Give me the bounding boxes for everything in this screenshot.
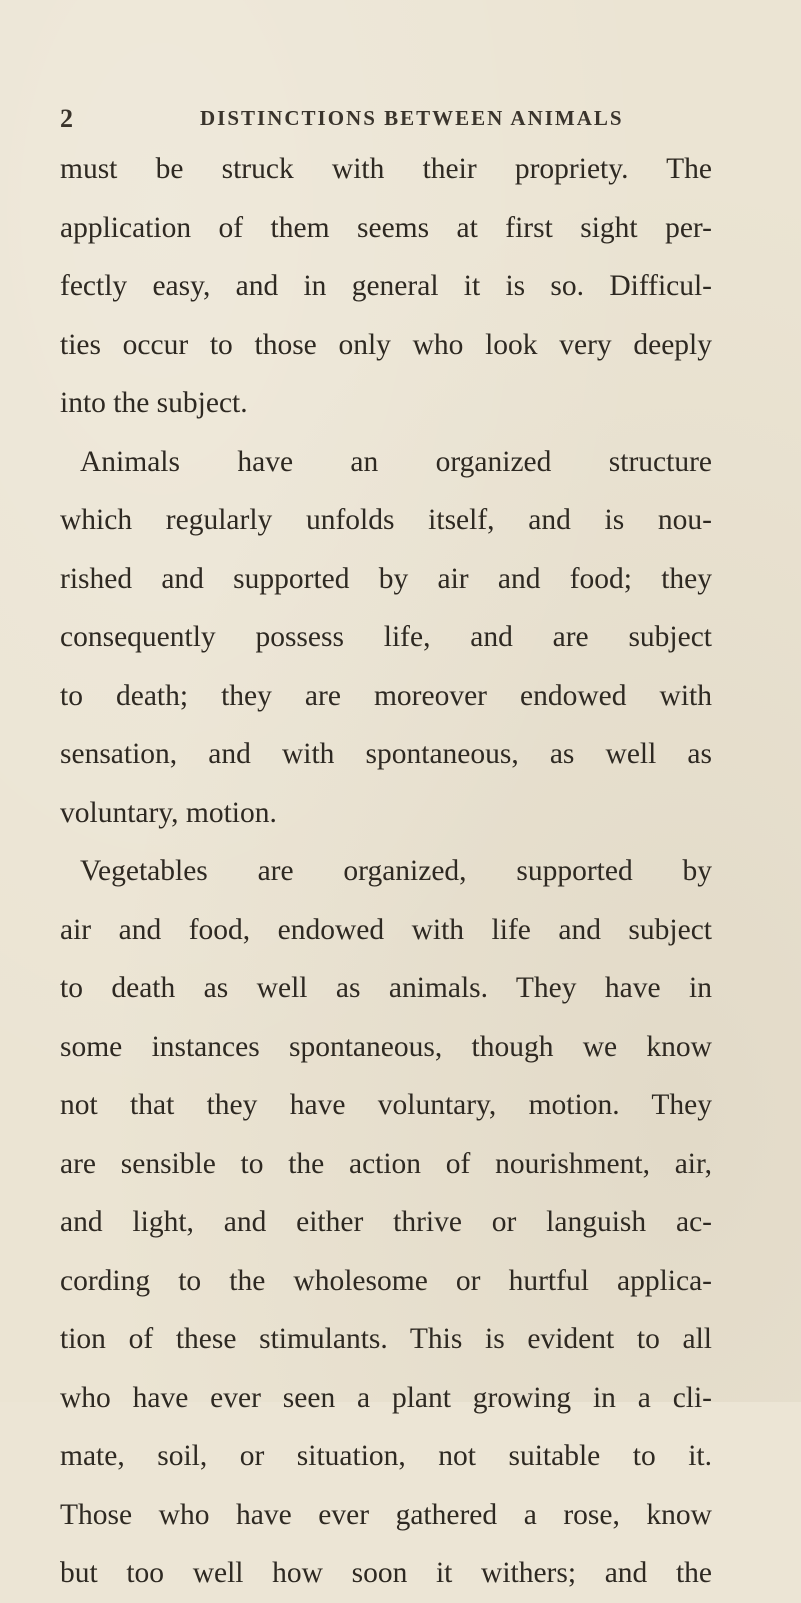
text-line: which regularly unfolds itself, and is nou- (60, 504, 712, 536)
text-line: tion of these stimulants. This is evident to all (60, 1323, 712, 1355)
text-line: cording to the wholesome or hurtful applica- (60, 1264, 712, 1297)
page-number: 2 (60, 104, 73, 133)
text-line: are sensible to the action of nourishment, air, (60, 1147, 712, 1180)
text-line: ties occur to those only who look very deeply (60, 328, 712, 361)
text-line: Vegetables are organized, supported by (80, 855, 712, 887)
text-line: mate, soil, or situation, not suitable to it. (60, 1440, 712, 1472)
text-line: who have ever seen a plant growing in a cli- (60, 1381, 712, 1414)
page-header (60, 104, 760, 134)
text-line: to death as well as animals. They have in (60, 972, 712, 1004)
text-line: and light, and either thrive or languish ac- (60, 1206, 712, 1238)
text-line: consequently possess life, and are subject (60, 621, 712, 653)
text-line: sensation, and with spontaneous, as well as (60, 738, 712, 770)
text-line: some instances spontaneous, though we know (60, 1030, 712, 1063)
text-line: but too well how soon it withers; and the (60, 1557, 712, 1589)
text-line: Those who have ever gathered a rose, know (60, 1498, 712, 1531)
text-line: must be struck with their propriety. The (60, 153, 712, 185)
text-line: not that they have voluntary, motion. They (60, 1089, 712, 1121)
running-head: DISTINCTIONS BETWEEN ANIMALS (200, 106, 624, 130)
text-line: rished and supported by air and food; they (60, 562, 712, 595)
body-text (60, 140, 712, 1603)
text-line: application of them seems at first sight per- (60, 211, 712, 244)
text-line: to death; they are moreover endowed with (60, 679, 712, 712)
text-line: fectly easy, and in general it is so. Difficul- (60, 270, 712, 302)
text-line: into the subject. (60, 387, 248, 419)
text-line: Animals have an organized structure (80, 445, 712, 478)
text-line: voluntary, motion. (60, 796, 277, 829)
text-line: air and food, endowed with life and subject (60, 913, 712, 946)
